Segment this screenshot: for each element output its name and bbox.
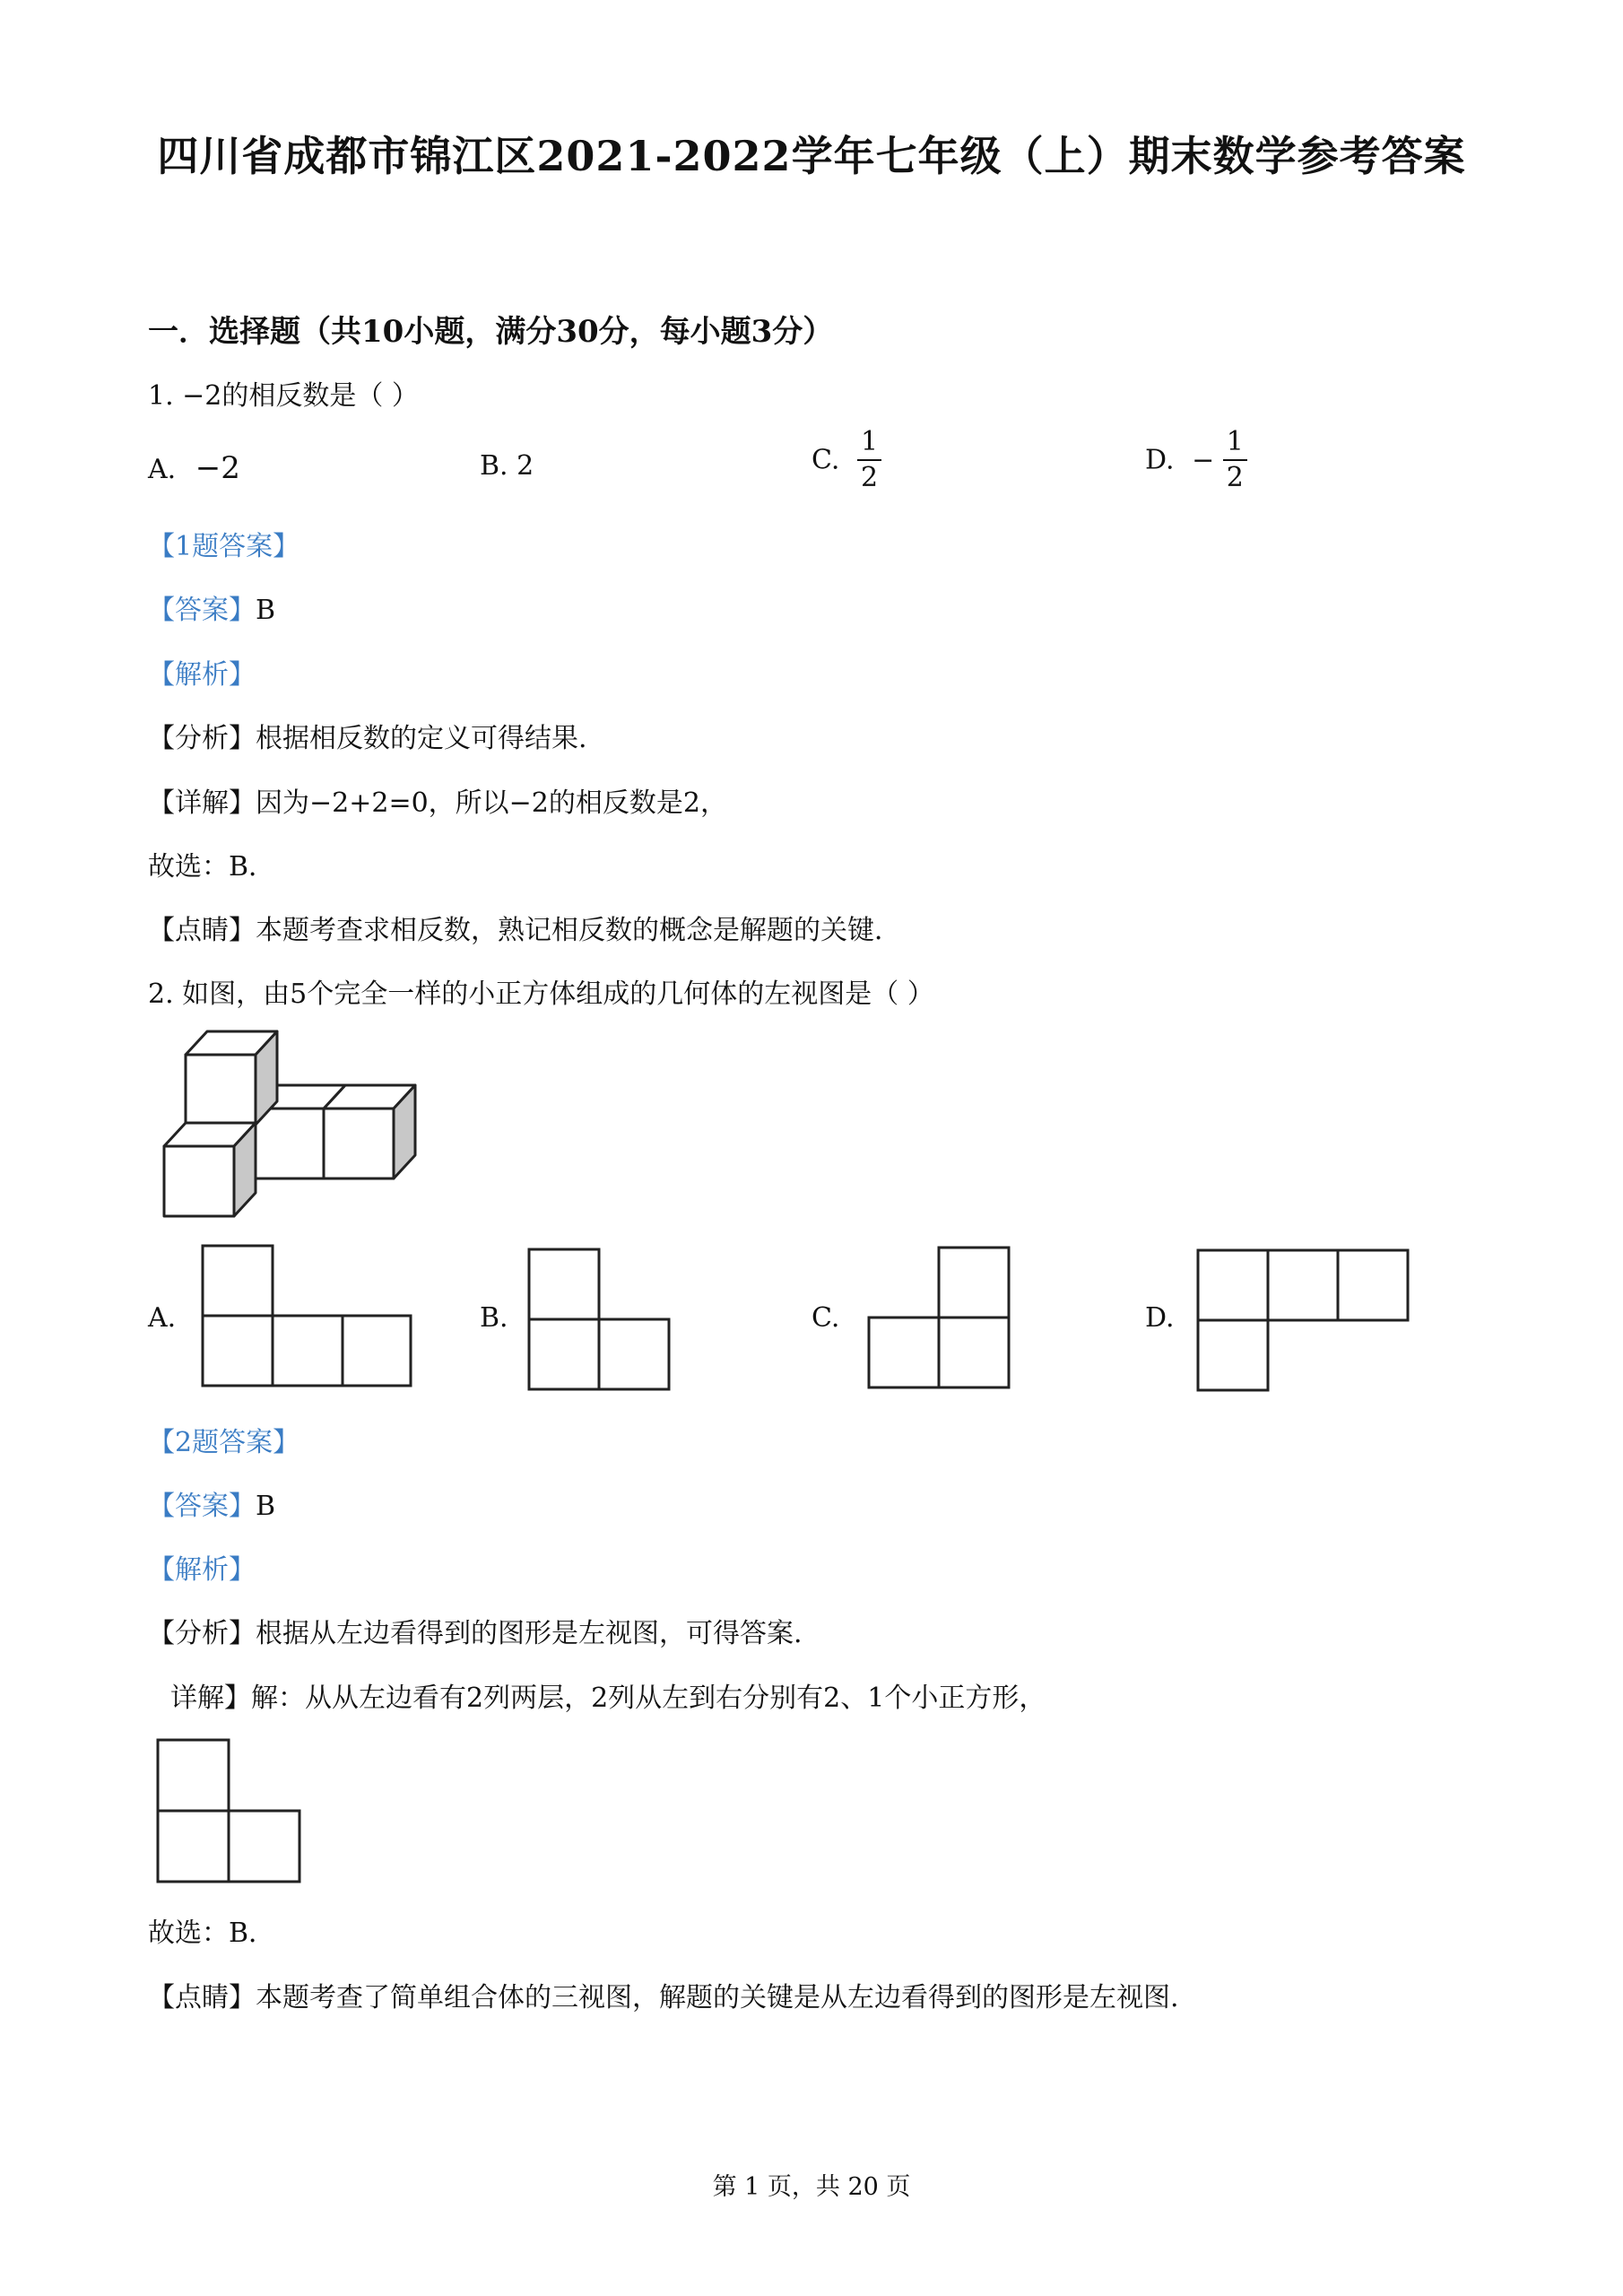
q2-analysis-tag: 【解析】 bbox=[148, 1554, 256, 1586]
answer-value: B bbox=[256, 595, 276, 626]
section-heading: 一．选择题（共10小题，满分30分，每小题3分） bbox=[148, 314, 834, 350]
q1-dianjing bbox=[148, 908, 901, 947]
fraction-denominator: 2 bbox=[860, 462, 879, 493]
fraction-numerator: 1 bbox=[857, 429, 881, 461]
q1-option-d-fraction bbox=[1223, 426, 1247, 493]
dianjing-text: 本题考查了简单组合体的三视图，解题的关键是从左边看得到的图形是左视图. bbox=[256, 1982, 1179, 2013]
q1-option-c-fraction bbox=[857, 426, 881, 493]
dianjing-text: 本题考查求相反数，熟记相反数的概念是解题的关键． bbox=[256, 915, 901, 946]
xiangjie-label: 【详解】 bbox=[148, 787, 256, 819]
q1-answer bbox=[148, 587, 275, 627]
fraction-numerator: 1 bbox=[1223, 429, 1247, 461]
page-footer: 第 1 页，共 20 页 bbox=[712, 2173, 911, 2201]
q1-option-b bbox=[480, 450, 534, 482]
cube-front-face bbox=[254, 1109, 324, 1178]
xiangjie-text: 因为−2+2=0，所以−2的相反数是2， bbox=[256, 787, 727, 819]
q1-option-a-value: −2 bbox=[195, 450, 240, 486]
answer-label: 【答案】 bbox=[148, 1491, 256, 1522]
q1-option-b-label: B. 2 bbox=[480, 450, 534, 482]
q1-option-d-label: D. bbox=[1145, 444, 1175, 476]
q2-fenxi bbox=[148, 1611, 803, 1650]
q2-option-b-label: B. bbox=[480, 1302, 508, 1334]
answer-value: B bbox=[256, 1491, 276, 1522]
q2-answer bbox=[148, 1483, 275, 1523]
cube-front-face bbox=[186, 1055, 256, 1125]
q2-option-d-figure bbox=[1196, 1248, 1410, 1392]
q2-option-c-label: C. bbox=[812, 1302, 840, 1334]
q1-option-d bbox=[1145, 426, 1247, 493]
dianjing-label: 【点睛】 bbox=[148, 915, 256, 946]
q1-choice: 故选：B． bbox=[148, 851, 276, 883]
q2-choice: 故选：B． bbox=[148, 1918, 276, 1949]
dianjing-label: 【点睛】 bbox=[148, 1982, 256, 2013]
q1-option-d-sign: − bbox=[1192, 444, 1215, 476]
cube-front-face bbox=[324, 1109, 394, 1178]
q1-option-a bbox=[148, 450, 240, 486]
cube-figure bbox=[157, 1031, 426, 1229]
q2-option-d-label: D. bbox=[1145, 1302, 1175, 1334]
q2-dianjing bbox=[148, 1975, 1179, 2014]
q1-xiangjie bbox=[148, 780, 727, 820]
page-title: 四川省成都市锦江区2021-2022学年七年级（上）期末数学参考答案 bbox=[157, 132, 1466, 180]
answer-label: 【答案】 bbox=[148, 595, 256, 626]
q2-option-c-figure bbox=[867, 1246, 1011, 1389]
q1-fenxi bbox=[148, 716, 587, 755]
q1-answer-tag: 【1题答案】 bbox=[148, 531, 300, 562]
q2-option-b-figure bbox=[527, 1248, 671, 1391]
q2-stem: 2. 如图，由5个完全一样的小正方体组成的几何体的左视图是（ ） bbox=[148, 978, 934, 1010]
fraction-denominator: 2 bbox=[1226, 462, 1244, 493]
cube-front-face bbox=[164, 1146, 234, 1216]
q1-option-c bbox=[812, 426, 881, 493]
fenxi-text: 根据从左边看得到的图形是左视图，可得答案. bbox=[256, 1618, 803, 1649]
q1-option-c-label: C. bbox=[812, 444, 840, 476]
q2-solution-figure bbox=[156, 1738, 301, 1883]
q1-option-a-label: A. bbox=[148, 454, 177, 485]
q1-stem: 1. −2的相反数是（ ） bbox=[148, 380, 419, 412]
q1-analysis-tag: 【解析】 bbox=[148, 659, 256, 691]
q2-xiangjie: 详解】解：从从左边看有2列两层，2列从左到右分别有2、1个小正方形， bbox=[170, 1683, 1046, 1714]
q2-option-a-label: A. bbox=[148, 1302, 177, 1334]
fenxi-label: 【分析】 bbox=[148, 1618, 256, 1649]
q2-answer-tag: 【2题答案】 bbox=[148, 1427, 300, 1458]
q2-option-a-figure bbox=[201, 1244, 412, 1387]
fenxi-label: 【分析】 bbox=[148, 723, 256, 754]
fenxi-text: 根据相反数的定义可得结果. bbox=[256, 723, 587, 754]
